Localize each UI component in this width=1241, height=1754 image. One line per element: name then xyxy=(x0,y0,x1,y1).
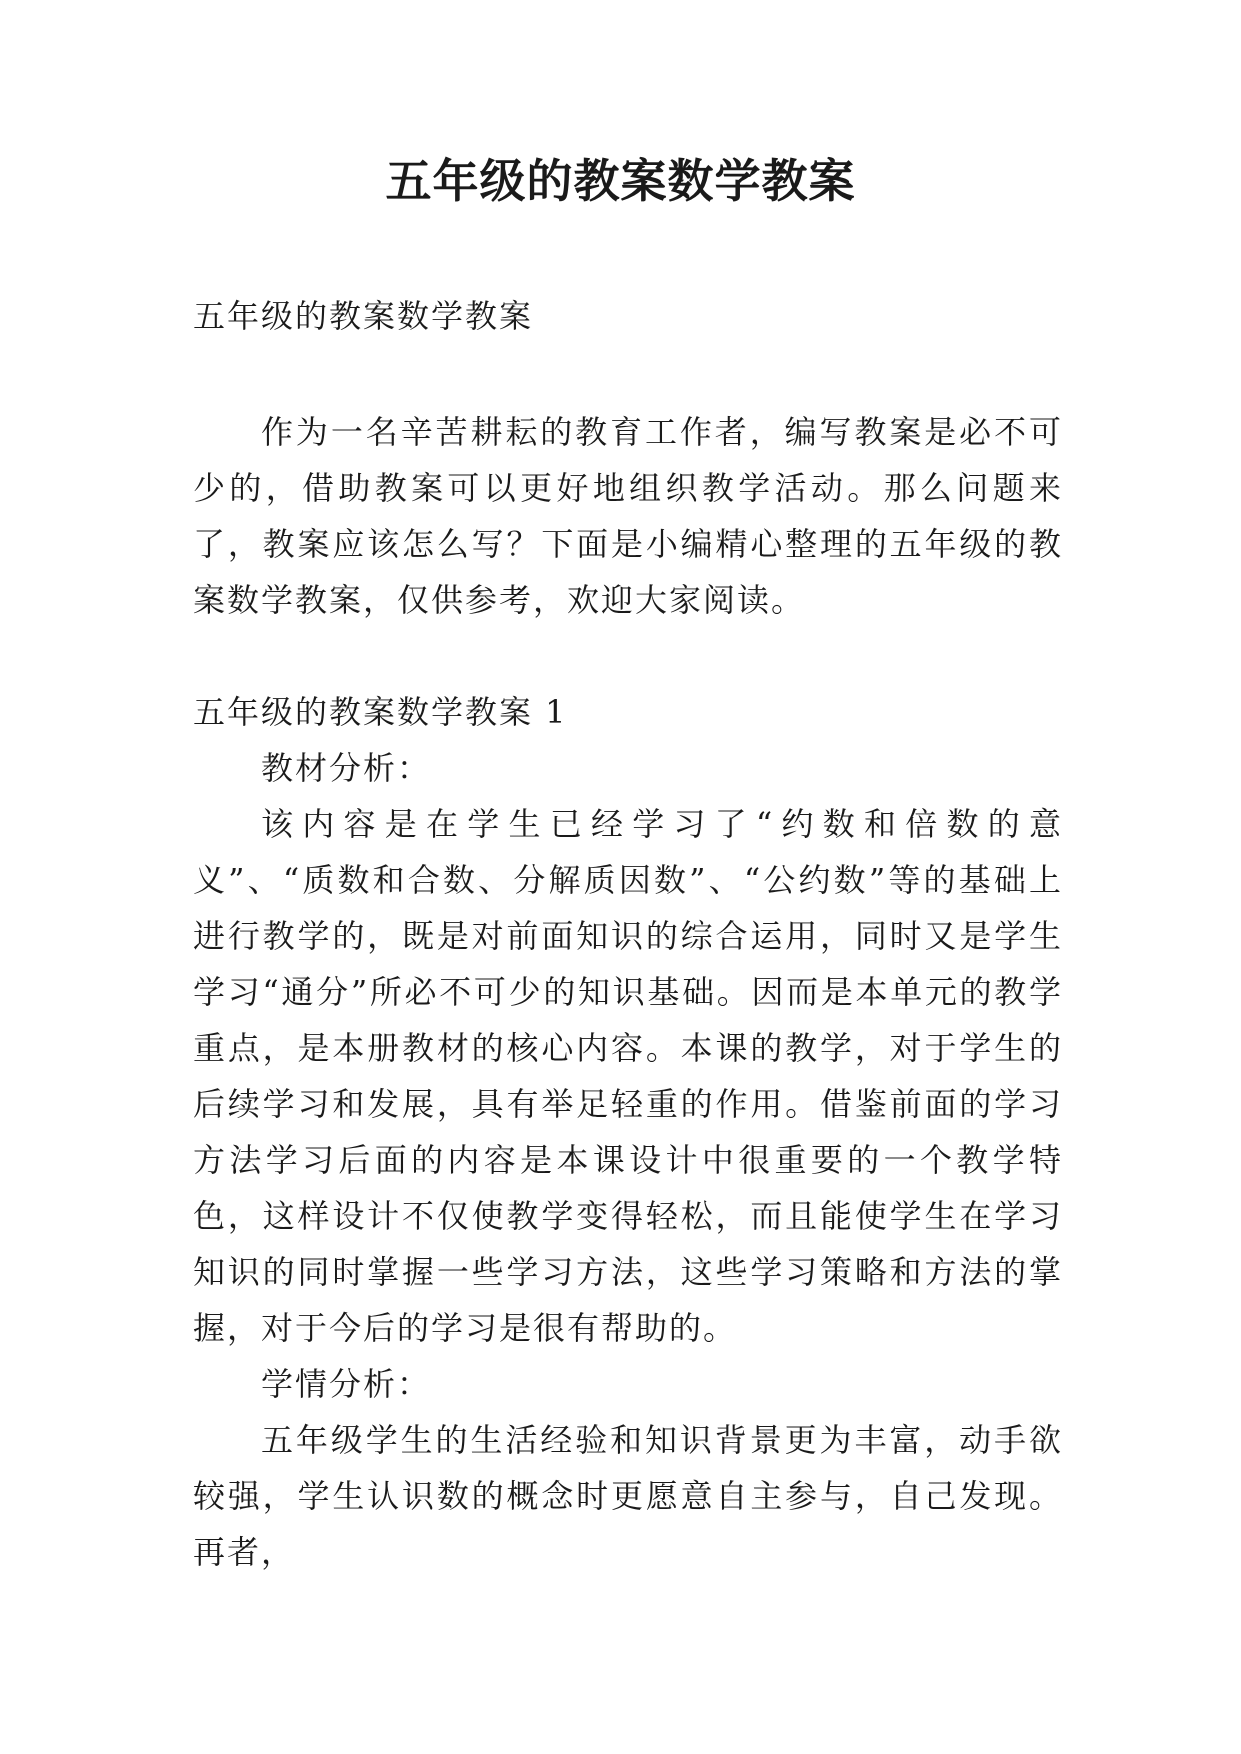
document-subtitle: 五年级的教案数学教案 xyxy=(193,297,534,335)
section-heading: 五年级的教案数学教案 1 xyxy=(193,693,568,731)
document-body xyxy=(193,288,1063,1580)
document-title: 五年级的教案数学教案 xyxy=(385,154,856,208)
student-heading: 学情分析： xyxy=(261,1365,432,1403)
intro-paragraph: 作为一名辛苦耕耘的教育工作者，编写教案是必不可少的，借助教案可以更好地组织教学活动。那么问题来了，教案应该怎么写？下面是小编精心整理的五年级的教案数学教案，仅供参考，欢迎大家阅读。 xyxy=(193,413,1063,619)
material-paragraph: 该内容是在学生已经学习了“约数和倍数的意义”、“质数和合数、分解质因数”、“公约数”等的基础上进行教学的，既是对前面知识的综合运用，同时又是学生学习“通分”所必不可少的知识基础。因而是本单元的教学重点，是本册教材的核心内容。本课的教学，对于学生的后续学习和发展，具有举足轻重的作用。借鉴前面的学习方法学习后面的内容是本课设计中很重要的一个教学特色，这样设计不仅使教学变得轻松，而且能使学生在学习知识的同时掌握一些学习方法，这些学习策略和方法的掌握，对于今后的学习是很有帮助的。 xyxy=(193,805,1063,1347)
student-paragraph: 五年级学生的生活经验和知识背景更为丰富，动手欲较强，学生认识数的概念时更愿意自主参与，自己发现。再者， xyxy=(193,1421,1063,1571)
material-heading: 教材分析： xyxy=(261,749,432,787)
